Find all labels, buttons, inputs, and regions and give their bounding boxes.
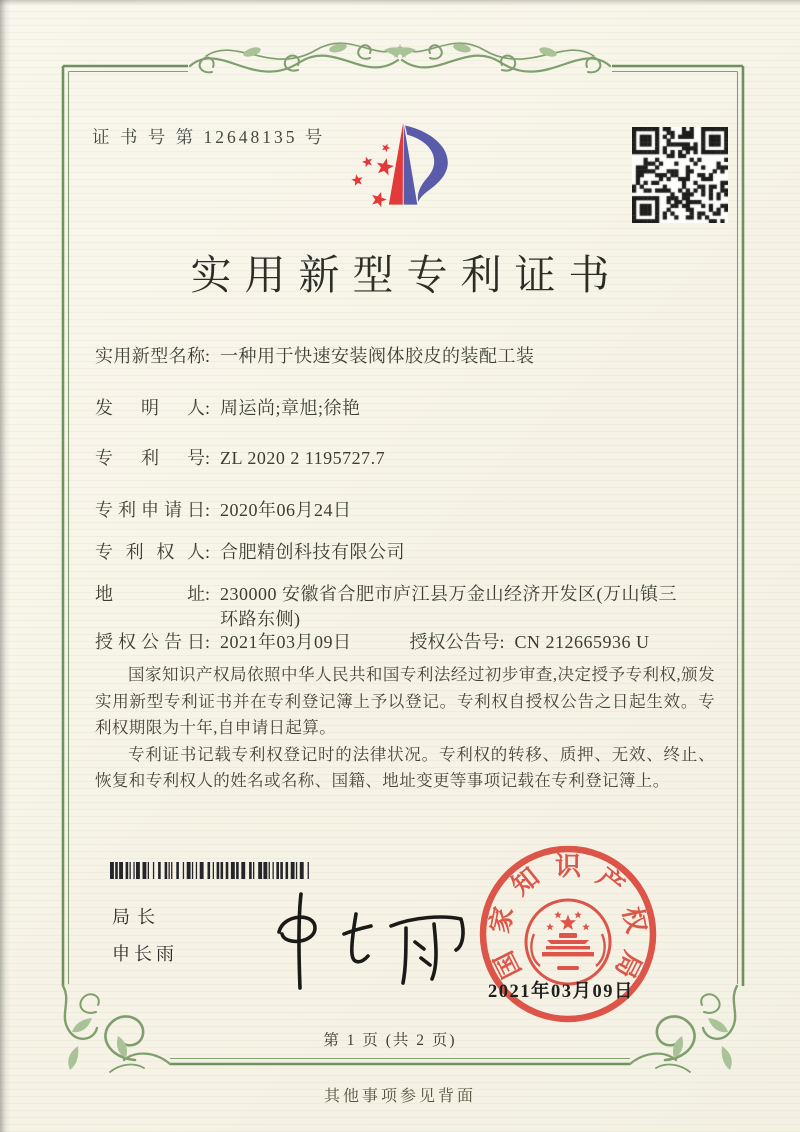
legal-paragraph-2: 专利证书记载专利权登记时的法律状况。专利权的转移、质押、无效、终止、恢复和专利权人的姓名或名称、国籍、地址变更等事项记载在专利登记簿上。 [95, 744, 715, 790]
field-colon: : [205, 632, 211, 652]
svg-text:国: 国 [489, 946, 527, 983]
field-label: 授权公告日 [95, 632, 205, 652]
top-ornament-band [190, 42, 610, 72]
seal-date: 2021年03月09日 [488, 982, 635, 1002]
field-colon: : [205, 542, 211, 562]
svg-text:知: 知 [506, 862, 545, 901]
field-value-grant-no: CN 212665936 U [514, 632, 650, 652]
national-emblem-icon [526, 900, 610, 984]
field-colon: : [499, 632, 505, 652]
back-note: 其他事项参见背面 [323, 1088, 476, 1105]
svg-text:家: 家 [485, 904, 519, 936]
field-colon: : [205, 448, 211, 468]
svg-text:局: 局 [609, 946, 647, 983]
field-colon: : [205, 346, 211, 366]
field-label: 专利权人 [95, 542, 205, 562]
field-colon: : [205, 584, 211, 604]
field-value-grant-date: 2021年03月09日 [220, 632, 352, 652]
field-label: 专利号 [95, 448, 205, 468]
svg-text:权: 权 [617, 904, 651, 936]
field-value-name: 一种用于快速安装阀体胶皮的装配工装 [220, 346, 535, 366]
field-value-address: 230000 安徽省合肥市庐江县万金山经济开发区(万山镇三环路东侧) [220, 584, 678, 629]
signer-title: 局长 [112, 907, 162, 927]
field-value-inventor: 周运尚;章旭;徐艳 [220, 398, 361, 418]
signer-name: 申长雨 [112, 944, 178, 964]
field-colon: : [205, 398, 211, 418]
svg-text:识: 识 [554, 852, 582, 881]
field-label: 地址 [95, 584, 205, 604]
field-value-patent-no: ZL 2020 2 1195727.7 [220, 448, 386, 468]
certificate-number: 证 书 号 第 12648135 号 [92, 127, 326, 147]
field-label: 实用新型名称 [95, 346, 205, 366]
svg-text:产: 产 [591, 862, 630, 901]
field-colon: : [205, 500, 211, 520]
field-label: 发明人 [95, 398, 205, 418]
page-indicator: 第 1 页 (共 2 页) [323, 1032, 457, 1049]
field-value-filing-date: 2020年06月24日 [220, 500, 352, 520]
field-label: 授权公告号 [409, 632, 500, 652]
field-label: 专利申请日 [95, 500, 205, 520]
legal-paragraph-1: 国家知识产权局依照中华人民共和国专利法经过初步审查,决定授予专利权,颁发实用新型专利证书并在专利登记簿上予以登记。专利权自授权公告之日起生效。专利权期限为十年,自申请日起算。 [95, 665, 715, 737]
certificate-title: 实用新型专利证书 [190, 252, 623, 298]
field-value-patentee: 合肥精创科技有限公司 [220, 542, 406, 562]
